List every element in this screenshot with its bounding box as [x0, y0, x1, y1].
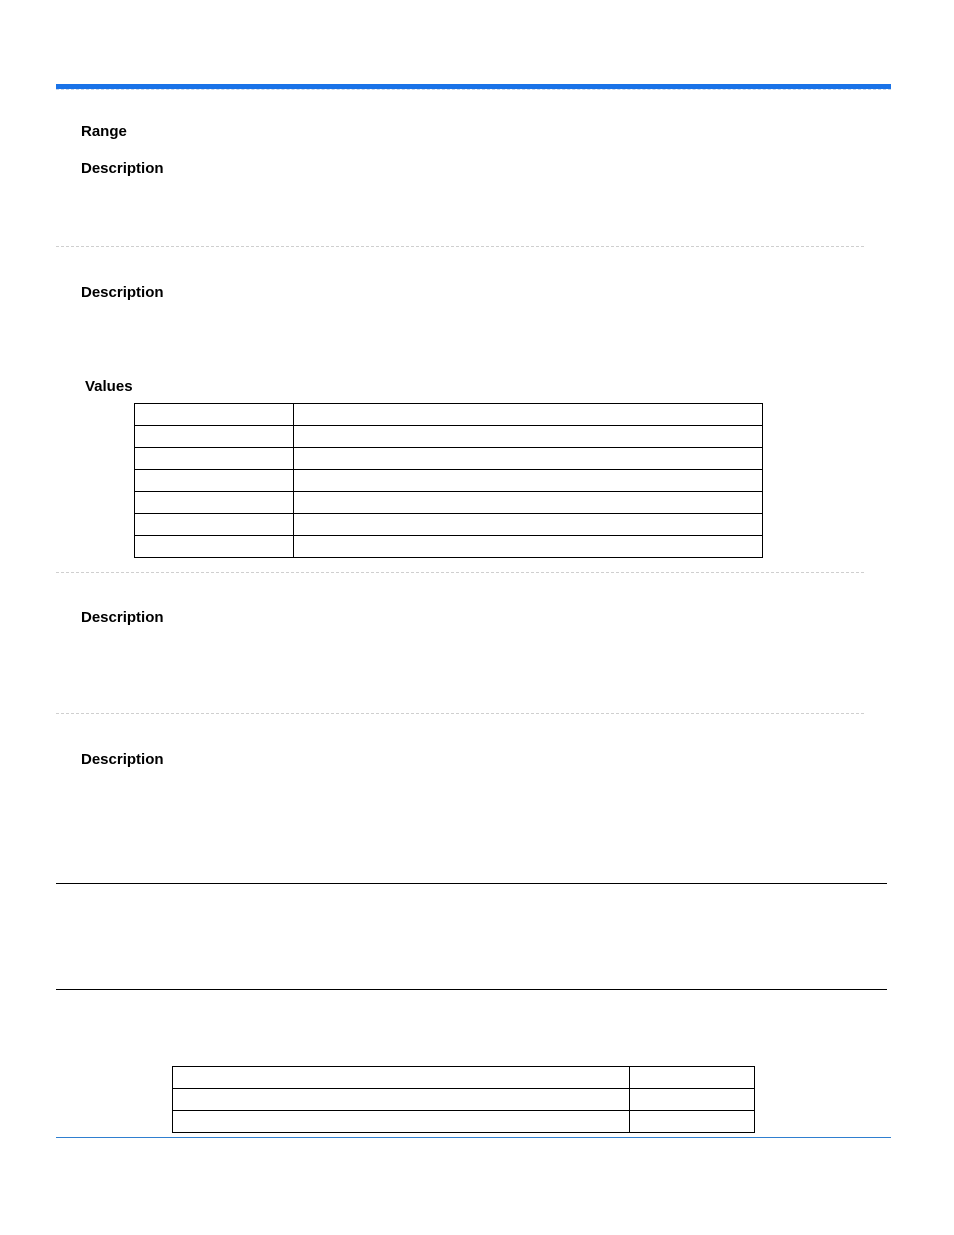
description-label: Description: [81, 751, 164, 768]
table-row: [135, 404, 763, 426]
summary-table: [172, 1066, 755, 1133]
table-cell: [630, 1067, 755, 1089]
section-divider: [56, 572, 864, 573]
table-cell: [293, 492, 762, 514]
table-row: [173, 1089, 755, 1111]
table-cell: [173, 1067, 630, 1089]
table-cell: [135, 470, 294, 492]
section-divider: [56, 246, 864, 247]
table-cell: [293, 470, 762, 492]
table-cell: [135, 536, 294, 558]
range-label: Range: [81, 123, 127, 140]
table-cell: [135, 426, 294, 448]
table-row: [135, 426, 763, 448]
table-cell: [135, 448, 294, 470]
table-row: [173, 1067, 755, 1089]
table-cell: [135, 514, 294, 536]
table-row: [135, 448, 763, 470]
table-cell: [173, 1089, 630, 1111]
table-cell: [630, 1111, 755, 1133]
table-cell: [173, 1111, 630, 1133]
section-divider: [56, 713, 864, 714]
values-label: Values: [85, 378, 133, 395]
footer-rule: [56, 1137, 891, 1138]
table-cell: [293, 426, 762, 448]
description-label: Description: [81, 609, 164, 626]
table-cell: [135, 492, 294, 514]
table-cell: [293, 514, 762, 536]
table-cell: [293, 448, 762, 470]
horizontal-rule: [56, 989, 887, 990]
table-cell: [293, 536, 762, 558]
horizontal-rule: [56, 883, 887, 884]
table-row: [135, 492, 763, 514]
table-row: [173, 1111, 755, 1133]
table-row: [135, 536, 763, 558]
description-label: Description: [81, 160, 164, 177]
values-table: [134, 403, 763, 558]
description-label: Description: [81, 284, 164, 301]
table-cell: [293, 404, 762, 426]
table-row: [135, 514, 763, 536]
table-cell: [135, 404, 294, 426]
table-row: [135, 470, 763, 492]
table-cell: [630, 1089, 755, 1111]
header-dashed-rule: [56, 89, 891, 90]
